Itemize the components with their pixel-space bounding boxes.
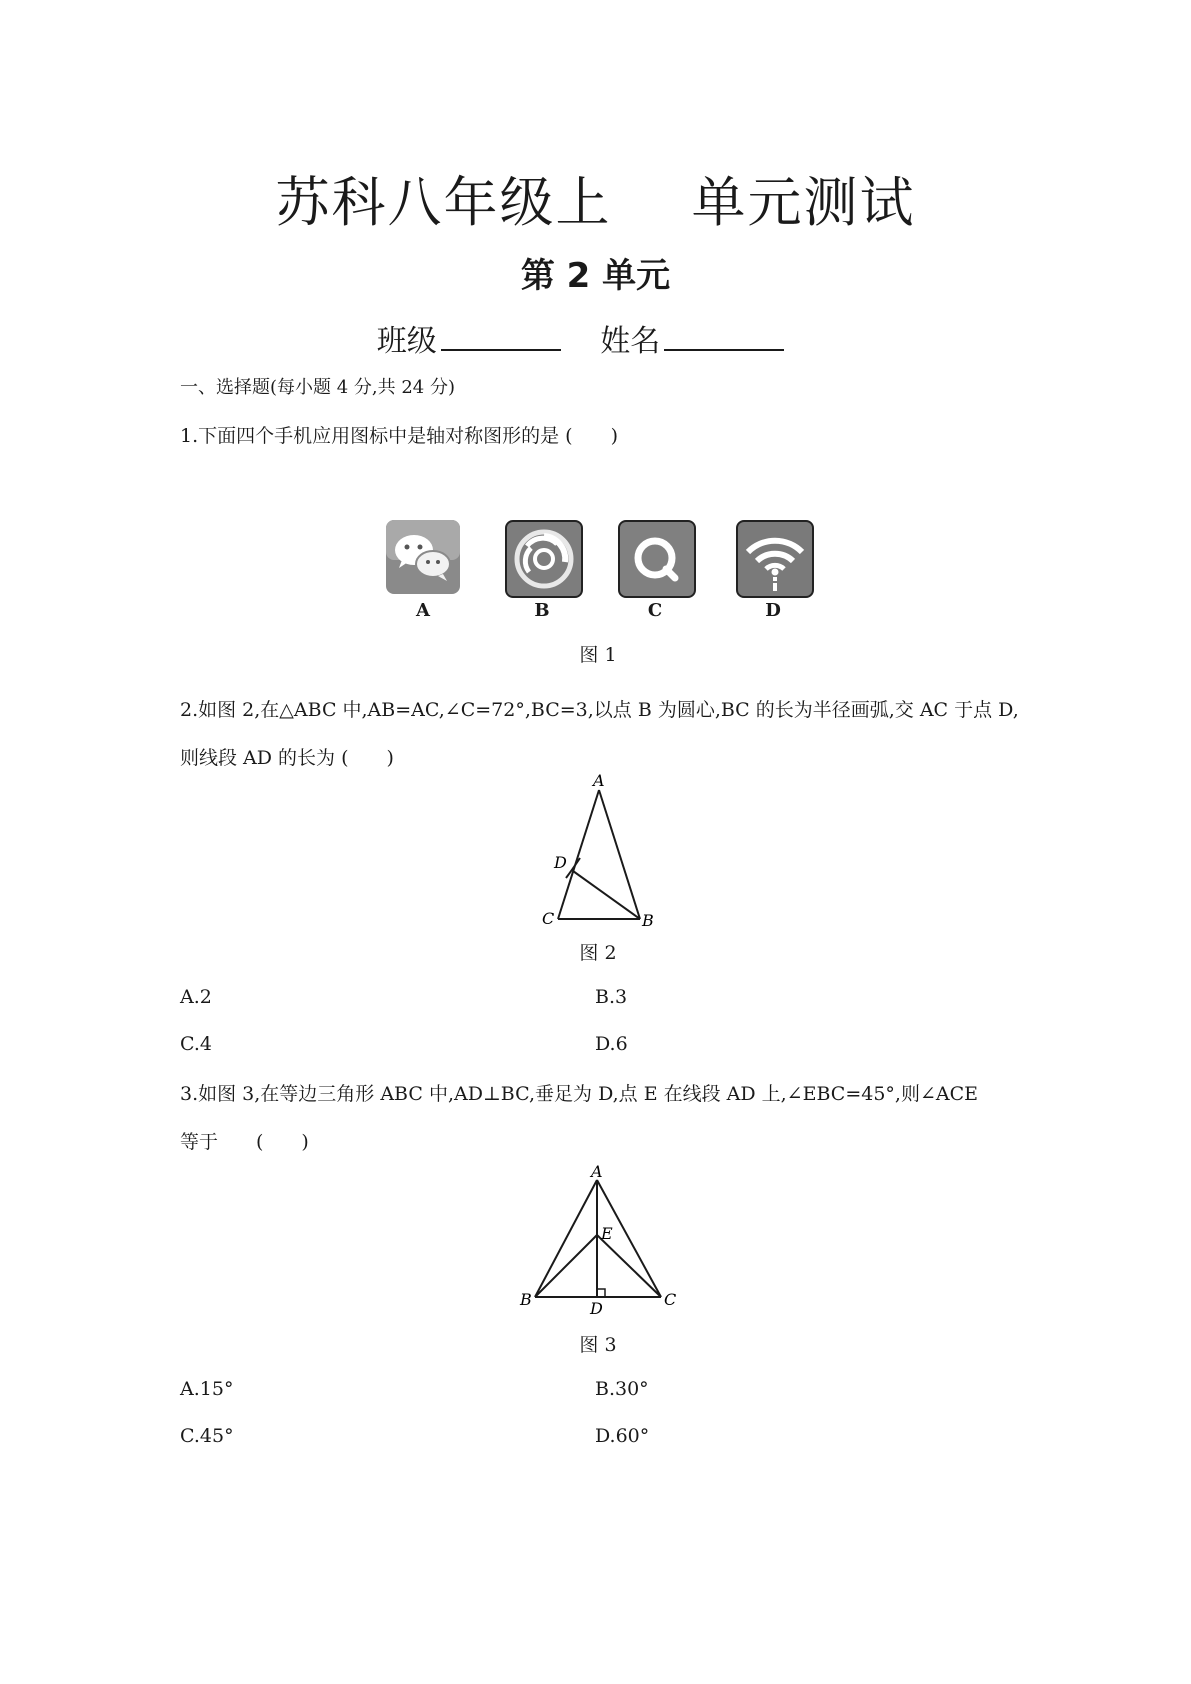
option-a-label: A (416, 600, 430, 621)
swirl-logo-icon (507, 522, 581, 596)
question-2-line-1: 2.如图 2,在△ABC 中,AB=AC,∠C=72°,BC=3,以点 B 为圆心,BC 的长为半径画弧,交 AC 于点 D, (180, 699, 1019, 721)
title-right: 单元测试 (691, 171, 916, 234)
option-b-label: B (534, 600, 550, 621)
point-d-label: D (554, 853, 567, 872)
question-3-line-2: 等于 ( ) (180, 1131, 309, 1153)
right-angle-mark (597, 1289, 605, 1297)
q2-option-d[interactable]: D.6 (595, 1033, 628, 1055)
q2-option-a[interactable]: A.2 (180, 986, 212, 1008)
q3-option-b[interactable]: B.30° (595, 1378, 649, 1400)
class-blank[interactable] (441, 323, 561, 351)
figure-3-caption: 图 3 (579, 1334, 617, 1356)
unit-subtitle: 第 2 单元 (520, 256, 671, 296)
search-q-icon (620, 522, 694, 596)
option-a-image (386, 520, 460, 594)
point-c-label: C (542, 909, 555, 928)
option-d-label: D (765, 600, 781, 621)
class-label: 班级 (376, 324, 437, 359)
page-title (0, 160, 1191, 237)
q2-option-c[interactable]: C.4 (180, 1033, 212, 1055)
figure-2-caption: 图 2 (579, 942, 617, 964)
figure-2-diagram (520, 770, 670, 930)
figure-3-diagram (510, 1165, 690, 1315)
figure-1-caption: 图 1 (579, 644, 617, 666)
q3-option-a[interactable]: A.15° (180, 1378, 234, 1400)
name-label: 姓名 (600, 324, 661, 359)
section-heading: 一、选择题(每小题 4 分,共 24 分) (180, 377, 456, 398)
wifi-signal-icon (738, 522, 812, 596)
q3-option-c[interactable]: C.45° (180, 1425, 234, 1447)
option-d-image (736, 520, 814, 598)
q2-option-b[interactable]: B.3 (595, 986, 628, 1008)
point-b-label: B (520, 1290, 532, 1309)
option-b-image (505, 520, 583, 598)
segment-ab (599, 790, 640, 919)
segment-be (535, 1235, 597, 1297)
segment-ab (535, 1180, 597, 1297)
point-d-label: D (590, 1299, 603, 1315)
point-c-label: C (664, 1290, 677, 1309)
question-1-text: 1.下面四个手机应用图标中是轴对称图形的是 ( ) (180, 425, 618, 447)
q3-option-d[interactable]: D.60° (595, 1425, 650, 1447)
question-2-line-2: 则线段 AD 的长为 ( ) (180, 747, 394, 769)
point-a-label: A (593, 771, 605, 790)
student-info (0, 316, 1191, 360)
chat-bubbles-icon (386, 520, 460, 594)
segment-ce (597, 1235, 661, 1297)
point-a-label: A (591, 1165, 603, 1181)
question-3-line-1: 3.如图 3,在等边三角形 ABC 中,AD⊥BC,垂足为 D,点 E 在线段 AD 上,∠EBC=45°,则∠ACE (180, 1083, 979, 1105)
option-c-label: C (647, 600, 663, 621)
point-e-label: E (601, 1224, 613, 1243)
title-left: 苏科八年级上 (275, 171, 612, 234)
point-b-label: B (642, 911, 654, 930)
segment-bd (573, 871, 640, 919)
name-blank[interactable] (664, 323, 784, 351)
option-c-image (618, 520, 696, 598)
